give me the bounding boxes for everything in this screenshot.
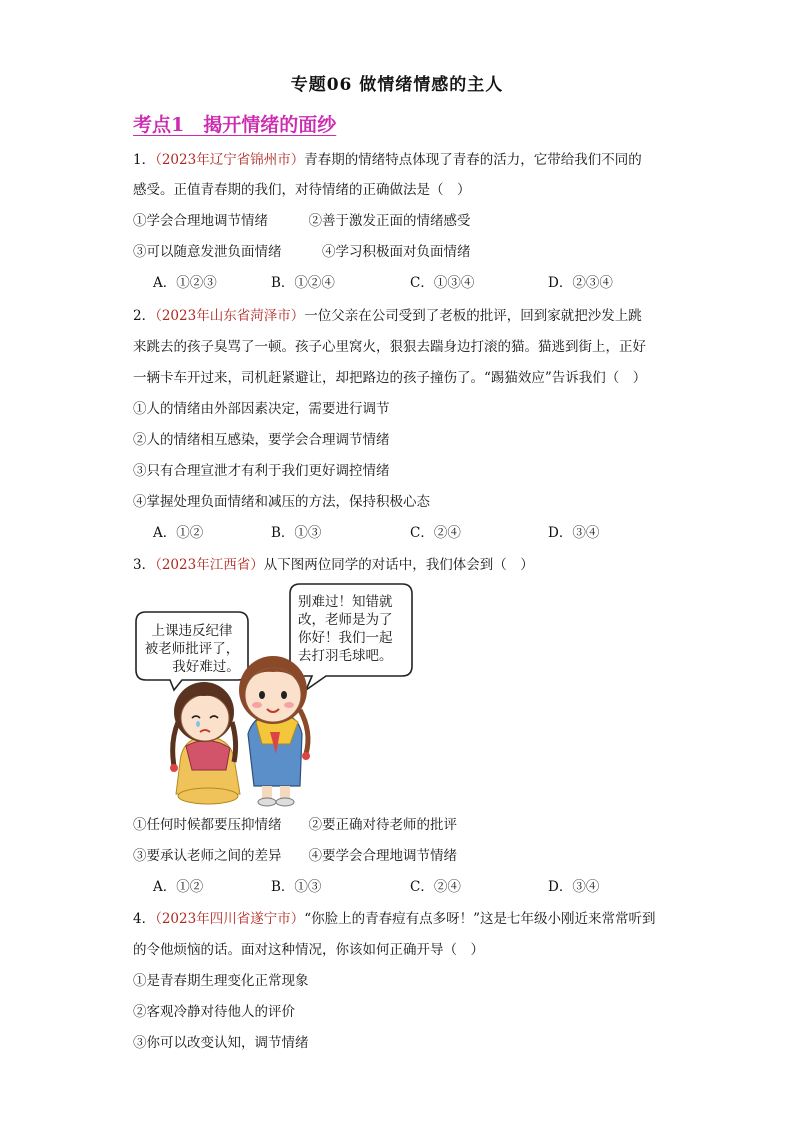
q3-choice-b[interactable]: B．①③: [271, 879, 322, 895]
left-speech-bubble: [136, 612, 248, 690]
q2-choice-a[interactable]: A．①②: [153, 525, 204, 541]
q1-option-row1: ①学会合理地调节情绪 ②善于激发正面的情绪感受: [133, 213, 471, 229]
left-bubble-line1: 上课违反纪律: [151, 623, 233, 639]
q2-stem: [133, 306, 642, 326]
q1-stem: [133, 150, 642, 170]
q2-option-1: ①人的情绪由外部因素决定，需要进行调节: [133, 401, 390, 417]
q2-option-3: ③只有合理宣泄才有利于我们更好调控情绪: [133, 463, 390, 479]
q4-source: （2023年四川省遂宁市）: [155, 911, 305, 927]
q2-option-4: ④掌握处理负面情绪和减压的方法，保持积极心态: [133, 494, 430, 510]
right-bubble-line3: 你好！我们一起: [298, 630, 393, 646]
q1-number: 1．: [133, 152, 156, 168]
right-bubble-line2: 改，老师是为了: [298, 612, 393, 628]
q4-stem: [133, 909, 656, 929]
q1-choice-a[interactable]: A．①②③: [153, 275, 217, 291]
q3-choice-c[interactable]: C．②④: [410, 879, 461, 895]
q4-stem-line2: 的令他烦恼的话。面对这种情况，你该如何正确开导（ ）: [133, 942, 484, 958]
q2-choice-c[interactable]: C．②④: [410, 525, 461, 541]
q4-number: 4．: [133, 911, 156, 927]
q3-stem-line1: 从下图两位同学的对话中，我们体会到（ ）: [263, 557, 534, 573]
left-bubble-line3: 我好难过。: [172, 659, 240, 675]
sad-girl: [170, 682, 240, 804]
q1-source: （2023年辽宁省锦州市）: [155, 152, 305, 168]
two-students-illustration: [130, 582, 420, 807]
q1-option-row2: ③可以随意发泄负面情绪 ④学习积极面对负面情绪: [133, 244, 471, 260]
q2-number: 2．: [133, 308, 156, 324]
comforting-girl: [239, 656, 310, 806]
page-title: 专题06 做情绪情感的主人: [290, 75, 504, 95]
q3-option-row1: ①任何时候都要压抑情绪 ②要正确对待老师的批评: [133, 817, 457, 833]
q4-option-2: ②客观冷静对待他人的评价: [133, 1004, 295, 1020]
q2-choice-b[interactable]: B．①③: [271, 525, 322, 541]
q3-option-row2: ③要承认老师之间的差异 ④要学会合理地调节情绪: [133, 848, 457, 864]
q1-stem-line2: 感受。正值青春期的我们，对待情绪的正确做法是（ ）: [133, 182, 471, 198]
q2-choice-d[interactable]: D．③④: [548, 525, 600, 541]
q3-choice-d[interactable]: D．③④: [548, 879, 600, 895]
q1-choice-d[interactable]: D．②③④: [548, 275, 613, 291]
q2-source: （2023年山东省菏泽市）: [155, 308, 305, 324]
q2-option-2: ②人的情绪相互感染，要学会合理调节情绪: [133, 432, 390, 448]
section-heading: 考点1 揭开情绪的面纱: [133, 114, 337, 136]
q3-choice-a[interactable]: A．①②: [153, 879, 204, 895]
q3-source: （2023年江西省）: [155, 557, 264, 573]
q4-option-3: ③你可以改变认知，调节情绪: [133, 1035, 309, 1051]
q4-stem-line1: “你脸上的青春痘有点多呀！”这是七年级小刚近来常常听到: [304, 911, 656, 927]
left-bubble-line2: 被老师批评了，: [144, 641, 240, 657]
q1-choice-c[interactable]: C．①③④: [410, 275, 475, 291]
q2-stem-line2: 来跳去的孩子臭骂了一顿。孩子心里窝火，狠狠去踹身边打滚的猫。猫逃到街上，正好: [133, 339, 646, 355]
q3-stem: [133, 555, 534, 575]
q1-choice-b[interactable]: B．①②④: [271, 275, 335, 291]
q4-option-1: ①是青春期生理变化正常现象: [133, 973, 309, 989]
q2-stem-line1: 一位父亲在公司受到了老板的批评，回到家就把沙发上跳: [304, 308, 642, 324]
q2-stem-line3: 一辆卡车开过来，司机赶紧避让，却把路边的孩子撞伤了。“踢猫效应”告诉我们（ ）: [133, 370, 647, 386]
q3-number: 3．: [133, 557, 156, 573]
right-bubble-line1: 别难过！知错就: [298, 594, 393, 610]
right-speech-bubble: [290, 584, 412, 690]
q1-stem-line1: 青春期的情绪特点体现了青春的活力，它带给我们不同的: [304, 152, 642, 168]
right-bubble-line4: 去打羽毛球吧。: [298, 648, 393, 664]
